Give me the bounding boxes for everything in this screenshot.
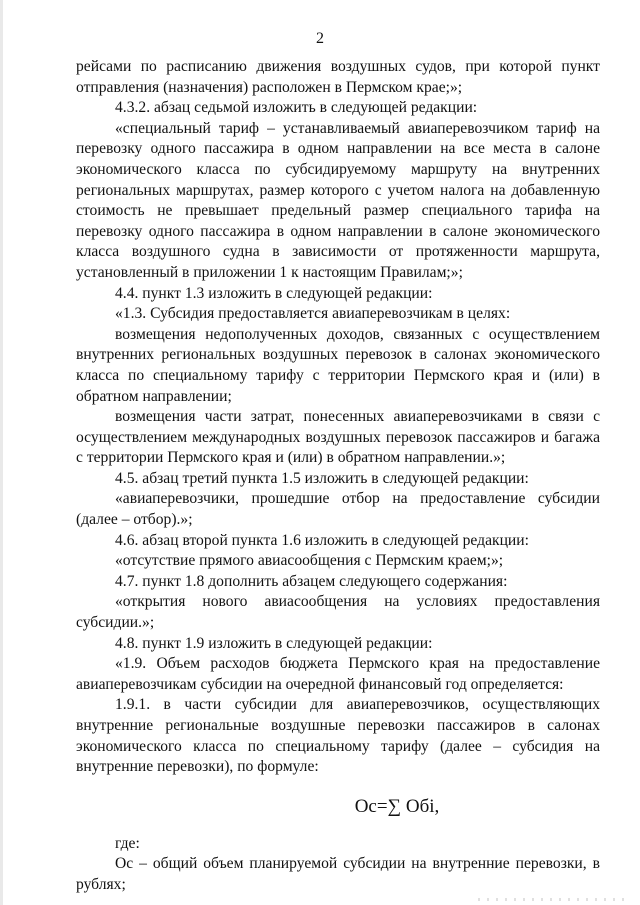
paragraph: «отсутствие прямого авиасообщения с Пермским краем;»;: [115, 552, 504, 570]
paragraph: где:: [115, 834, 140, 852]
paragraph: «открытия нового авиасообщения на условиях предоставления субсидии.»;: [76, 593, 600, 632]
paragraph: «1.9. Объем расходов бюджета Пермского края на предоставление авиаперевозчикам субсидии на очередной финансовый год определяется:: [76, 655, 600, 693]
paragraph: 4.7. пункт 1.8 дополнить абзацем следующего содержания:: [115, 572, 508, 590]
paragraph: «авиаперевозчики, прошедшие отбор на предоставление субсидии (далее – отбор).»;: [76, 490, 600, 529]
paragraph: возмещения части затрат, понесенных авиаперевозчиками в связи с осуществлением международных воздушных перевозок пассажиров и багажа с территории Пермского края и (или) в обратном направлении.»;: [76, 408, 600, 467]
paragraph: «специальный тариф – устанавливаемый авиаперевозчиком тариф на перевозку одного пассажира в одном направлении на все места в салоне экономического класса по субсидируемому маршруту на внутренних региональных маршрутах, размер которого с учетом налога на добавленную стоимость не превышает предельный размер специального тарифа на перевозку одного пассажира в одном направлении в салоне экономического класса воздушного судна в зависимости от протяженности маршрута, установленный в приложении 1 к настоящим Правилам;»;: [76, 119, 600, 281]
paragraph: 4.3.2. абзац седьмой изложить в следующей редакции:: [115, 99, 478, 117]
paragraph: возмещения недополученных доходов, связанных с осуществлением внутренних региональных воздушных перевозок в салонах экономического класса по специальному тарифу с территории Пермского края и (или) в обратном направлении;: [76, 325, 600, 405]
paragraph: 4.8. пункт 1.9 изложить в следующей редакции:: [115, 634, 433, 652]
formula: Ос=∑ Обі,: [354, 795, 440, 817]
document-body: [76, 57, 600, 896]
paragraph: Ос – общий объем планируемой субсидии на внутренние перевозки, в рублях;: [76, 855, 600, 893]
paragraph: 4.4. пункт 1.3 изложить в следующей редакции:: [115, 284, 433, 302]
paragraph: 4.6. абзац второй пункта 1.6 изложить в следующей редакции:: [115, 531, 529, 549]
paragraph: рейсами по расписанию движения воздушных судов, при которой пункт отправления (назначения) расположен в Пермском крае;»;: [76, 58, 600, 96]
paragraph: «1.3. Субсидия предоставляется авиаперевозчикам в целях:: [115, 305, 511, 323]
page-number: 2: [316, 30, 324, 47]
scan-left-edge: [0, 0, 3, 905]
scan-artifact: [478, 898, 628, 901]
paragraph: 4.5. абзац третий пункта 1.5 изложить в следующей редакции:: [115, 469, 529, 487]
paragraph: 1.9.1. в части субсидии для авиаперевозчиков, осуществляющих внутренние региональные воздушные перевозки пассажиров в салонах экономического класса по специальному тарифу (далее – субсидия на внутренние перевозки), по формуле:: [76, 696, 600, 776]
